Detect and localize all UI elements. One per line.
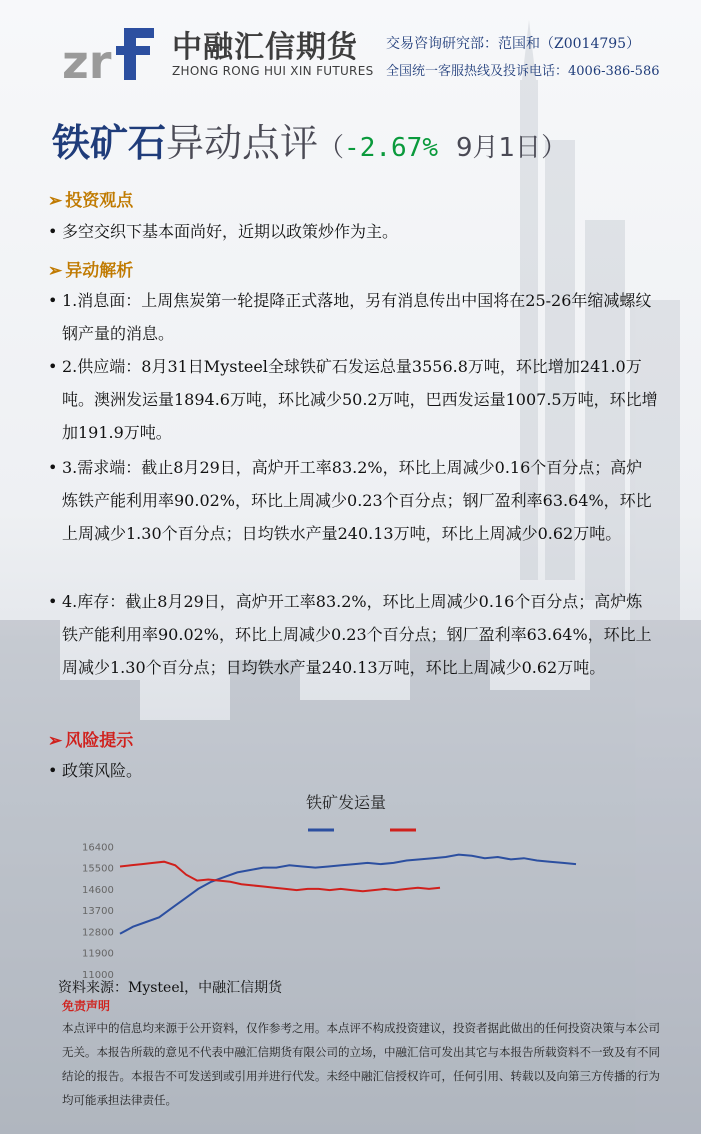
y-tick-label: 12800	[82, 927, 114, 939]
y-tick-label: 11000	[82, 970, 114, 981]
bullet-icon: •	[48, 761, 58, 780]
section-heading-view	[48, 186, 133, 211]
section-label: 风险提示	[65, 731, 134, 751]
hotline-info: 全国统一客服热线及投诉电话：4006-386-586	[386, 64, 660, 79]
title-paren-close: ）	[541, 133, 568, 163]
title-paren-open: （	[318, 133, 345, 163]
analysis-item	[48, 451, 658, 550]
y-tick-label: 13700	[82, 906, 114, 918]
data-source: 资料来源：Mysteel，中融汇信期货	[58, 980, 283, 996]
series-line-1	[120, 855, 576, 934]
analysis-text: 2.供应端：8月31日Mysteel全球铁矿石发运总量3556.8万吨，环比增加241.0万吨。澳洲发运量1894.6万吨，环比减少50.2万吨，巴西发运量1007.5万吨，环比增加191.9万吨。	[62, 357, 658, 442]
title-commodity: 铁矿石	[52, 121, 167, 165]
analysis-text: 1.消息面：上周焦炭第一轮提降正式落地，另有消息传出中国将在25-26年缩减螺纹钢产量的消息。	[62, 291, 652, 343]
y-tick-label: 14600	[82, 884, 114, 896]
page-title	[52, 112, 567, 167]
bullet-icon: •	[48, 291, 58, 310]
risk-paragraph	[48, 754, 658, 787]
arrow-right-icon: ➢	[48, 191, 63, 211]
svg-text:zr: zr	[62, 35, 112, 84]
analysis-text: 3.需求端：截止8月29日，高炉开工率83.2%，环比上周减少0.16个百分点；高炉炼铁产能利用率90.02%，环比上周减少0.23个百分点；钢厂盈利率63.64%，环比上周减少1.30个百分点；日均铁水产量240.13万吨，环比上周减少0.62万吨。	[62, 458, 652, 543]
section-heading-analysis	[48, 256, 133, 281]
disclaimer-text: 本点评中的信息均来源于公开资料，仅作参考之用。本点评不构成投资建议，投资者据此做出的任何投资决策与本公司无关。本报告所载的意见不代表中融汇信期货有限公司的立场，中融汇信可发出其它与本报告所载资料不一致及有不同结论的报告。本报告不可发送到或引用并进行代发。未经中融汇信授权许可，任何引用、转载以及向第三方传播的行为均可能承担法律责任。	[62, 1021, 660, 1107]
y-tick-label: 15500	[82, 863, 114, 875]
brand-name-en: ZHONG RONG HUI XIN FUTURES	[172, 64, 374, 78]
section-label: 异动解析	[65, 261, 134, 281]
view-text: 多空交织下基本面尚好，近期以政策炒作为主。	[62, 222, 399, 241]
analysis-item	[48, 284, 658, 350]
chart-title: 铁矿发运量	[306, 793, 387, 812]
arrow-right-icon: ➢	[48, 731, 63, 751]
risk-text: 政策风险。	[62, 761, 143, 780]
brand-name-cn: 中融汇信期货	[172, 30, 358, 65]
analyst-info: 交易咨询研究部：范国和（Z0014795）	[386, 36, 641, 52]
analysis-item	[48, 585, 658, 684]
zrf-logo-icon	[60, 18, 160, 84]
report-date: 9月1日	[455, 133, 542, 163]
bullet-icon: •	[48, 592, 58, 611]
bullet-icon: •	[48, 458, 58, 477]
view-paragraph	[48, 215, 658, 248]
analysis-text: 4.库存：截止8月29日，高炉开工率83.2%，环比上周减少0.16个百分点；高炉炼铁产能利用率90.02%，环比上周减少0.23个百分点；钢厂盈利率63.64%，环比上周减少1.30个百分点；日均铁水产量240.13万吨，环比上周减少0.62万吨。	[62, 592, 652, 677]
arrow-right-icon: ➢	[48, 261, 63, 281]
y-tick-label: 16400	[82, 842, 114, 854]
bullet-icon: •	[48, 357, 58, 376]
bullet-icon: •	[48, 222, 58, 241]
chart-canvas	[80, 784, 640, 984]
price-change: -2.67%	[344, 133, 438, 163]
section-heading-risk	[48, 726, 133, 751]
report-header	[0, 0, 701, 95]
title-subtitle: 异动点评	[166, 121, 319, 165]
shipment-chart	[80, 784, 640, 984]
disclaimer-title: 免责声明	[62, 999, 111, 1013]
y-tick-label: 11900	[82, 948, 114, 960]
section-label: 投资观点	[65, 191, 134, 211]
analysis-item	[48, 350, 658, 449]
